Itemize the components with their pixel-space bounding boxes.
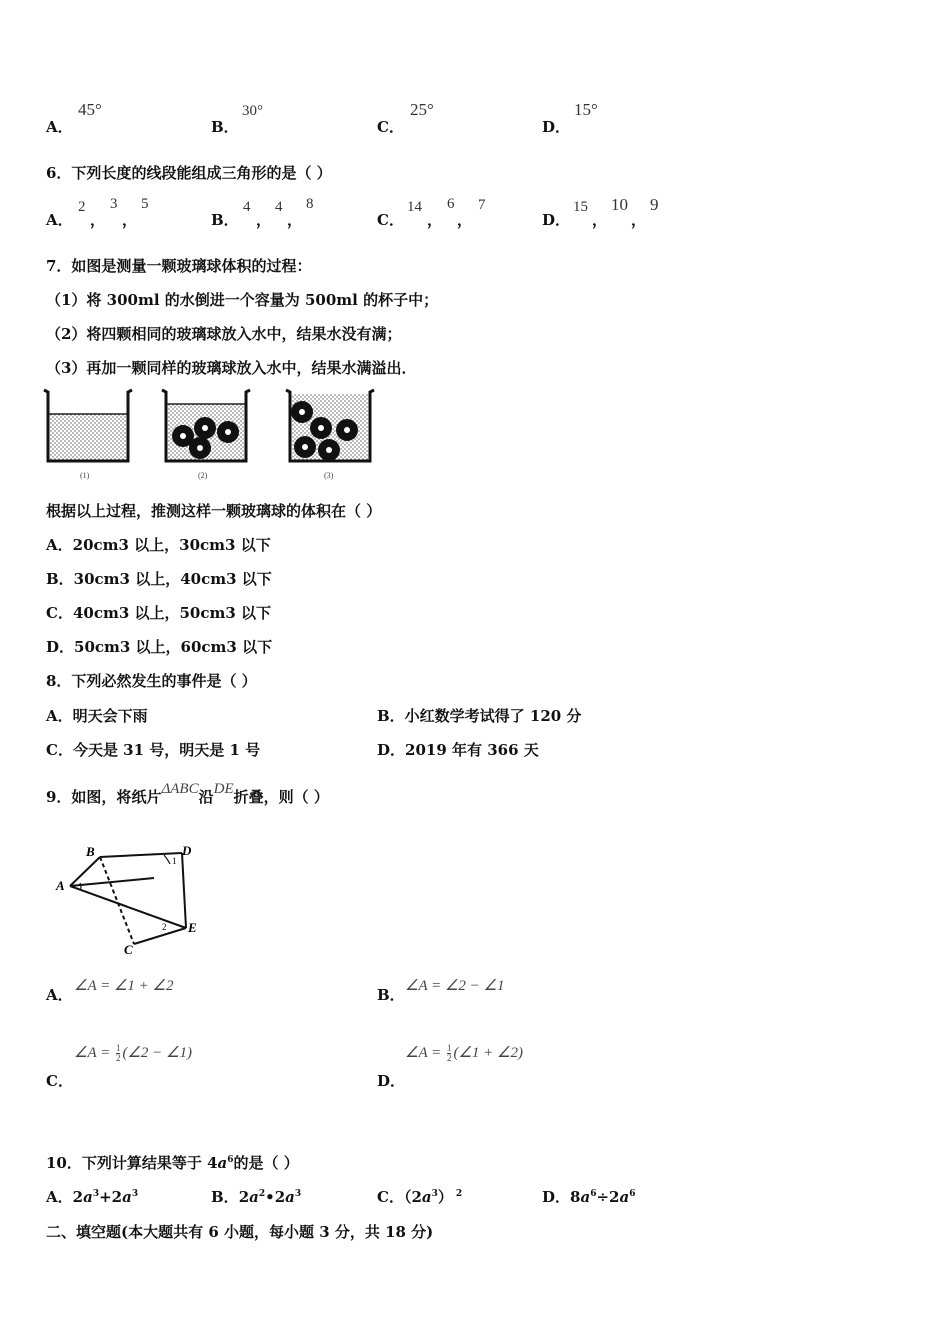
fraction-numerator: 1	[115, 1043, 121, 1054]
q7-stem: 7．如图是测量一颗玻璃球体积的过程：	[46, 257, 312, 275]
expr-rhs: (∠1 + ∠2)	[453, 1045, 523, 1061]
q6-option-a-label: A．	[46, 211, 73, 229]
q6-comma: ，	[457, 211, 473, 229]
q7-step-3: （3）再加一颗同样的玻璃球放入水中，结果水满溢出．	[46, 359, 417, 377]
q5-option-a-label: A．	[46, 118, 73, 136]
fig-label-1: (1)	[80, 471, 90, 480]
angle-2-label: 2	[162, 922, 167, 932]
fraction-numerator: 1	[446, 1043, 452, 1054]
q9-option-d-label: D．	[377, 1072, 406, 1090]
q10-option-c: C．$(2a^3)$ $^2$	[377, 1188, 463, 1206]
q7-option-b: B．30cm3 以上，40cm3 以下	[46, 570, 272, 588]
q7-option-d: D．50cm3 以上，60cm3 以下	[46, 638, 273, 656]
q8-option-a: A．明天会下雨	[46, 707, 148, 725]
q5-option-c-value: 25°	[410, 100, 434, 119]
q6-option-b-n2: 4	[275, 199, 283, 215]
q10-var: a	[217, 1154, 228, 1172]
q6-comma: ，	[90, 211, 106, 229]
q8-stem: 8．下列必然发生的事件是（ ）	[46, 672, 257, 690]
fig-label-2: (2)	[198, 471, 208, 480]
q9-stem-part-3: 折叠，则（ ）	[233, 788, 329, 806]
q10-stem-part-1: 10．下列计算结果等于 4	[46, 1154, 218, 1172]
fig-label-3: (3)	[324, 471, 334, 480]
q6-comma: ，	[631, 211, 647, 229]
angle-1-label: 1	[172, 856, 177, 866]
q7-option-c: C．40cm3 以上，50cm3 以下	[46, 604, 272, 622]
q6-option-d-n1: 15	[573, 199, 588, 215]
q7-beaker-figure	[40, 384, 380, 484]
q6-comma: ，	[287, 211, 303, 229]
q6-comma: ，	[122, 211, 138, 229]
q8-option-b: B．小红数学考试得了 120 分	[377, 707, 582, 725]
q6-option-b-label: B．	[211, 211, 239, 229]
q6-option-c-n2: 6	[447, 196, 455, 212]
q9-option-c-expr	[74, 1043, 192, 1063]
q6-option-d-label: D．	[542, 211, 571, 229]
q5-option-d-label: D．	[542, 118, 571, 136]
q6-option-b-n1: 4	[243, 199, 251, 215]
q9-option-a-expr: ∠A = ∠1 + ∠2	[74, 978, 174, 994]
q7-step-2: （2）将四颗相同的玻璃球放入水中，结果水没有满；	[46, 325, 402, 343]
q6-option-d-n2: 10	[611, 195, 628, 214]
q9-option-a-label: A．	[46, 986, 73, 1004]
point-a: A	[56, 878, 65, 893]
point-d: D	[182, 843, 192, 858]
expr-rhs: (∠2 − ∠1)	[122, 1045, 192, 1061]
q10-stem-part-2: 的是（ ）	[233, 1154, 299, 1172]
q6-stem: 6．下列长度的线段能组成三角形的是（ ）	[46, 164, 332, 182]
beaker-1	[44, 390, 132, 480]
point-b: B	[86, 844, 95, 859]
point-c: C	[124, 942, 133, 957]
section-2-heading: 二、填空题(本大题共有 6 小题，每小题 3 分，共 18 分)	[46, 1223, 434, 1241]
q6-comma: ，	[427, 211, 443, 229]
q9-fold-figure	[52, 838, 212, 958]
expr-lhs: ∠A =	[74, 1045, 114, 1061]
point-e: E	[188, 920, 197, 935]
expr-lhs: ∠A =	[405, 1045, 445, 1061]
q6-option-b-n3: 8	[306, 196, 314, 212]
q9-triangle-abc: ΔABC	[161, 781, 199, 797]
q6-option-c-n3: 7	[478, 197, 486, 213]
fraction-denominator: 2	[115, 1053, 121, 1064]
q5-option-b-value: 30°	[242, 103, 263, 119]
q10-exp: 6	[227, 1155, 234, 1165]
beaker-3	[286, 390, 374, 480]
q10-option-b: B．$2a^2•2a^3$	[211, 1188, 302, 1206]
q10-stem	[46, 1152, 299, 1173]
q8-option-c: C．今天是 31 号，明天是 1 号	[46, 741, 261, 759]
q6-option-a-n1: 2	[78, 199, 86, 215]
q6-option-c-n1: 14	[407, 199, 422, 215]
q5-option-d-value: 15°	[574, 100, 598, 119]
q7-option-a: A．20cm3 以上，30cm3 以下	[46, 536, 271, 554]
q9-segment-de: DE	[213, 781, 234, 797]
q6-option-a-n2: 3	[110, 196, 118, 212]
q9-option-c-label: C．	[46, 1072, 73, 1090]
q5-option-c-label: C．	[377, 118, 404, 136]
q6-comma: ，	[256, 211, 272, 229]
q10-option-a: A．$2a^3+2a^3$	[46, 1188, 139, 1206]
q6-option-d-n3: 9	[650, 195, 659, 214]
q5-option-a-value: 45°	[78, 100, 102, 119]
q6-option-c-label: C．	[377, 211, 404, 229]
q9-option-d-expr	[405, 1043, 523, 1063]
q9-stem	[46, 781, 329, 807]
q8-option-d: D．2019 年有 366 天	[377, 741, 539, 759]
q9-stem-part-1: 9．如图，将纸片	[46, 788, 162, 806]
beaker-2	[162, 390, 250, 480]
q9-option-b-expr: ∠A = ∠2 − ∠1	[405, 978, 505, 994]
q10-option-d: D．$8a^6\div 2a^6$	[542, 1188, 636, 1206]
q7-step-1: （1）将 300ml 的水倒进一个容量为 500ml 的杯子中；	[46, 291, 439, 309]
fraction-denominator: 2	[446, 1053, 452, 1064]
q6-comma: ，	[592, 211, 608, 229]
q9-stem-part-2: 沿	[198, 788, 214, 806]
q5-option-b-label: B．	[211, 118, 239, 136]
q9-option-b-label: B．	[377, 986, 405, 1004]
q6-option-a-n3: 5	[141, 196, 149, 212]
q7-question: 根据以上过程，推测这样一颗玻璃球的体积在（ ）	[46, 502, 382, 520]
